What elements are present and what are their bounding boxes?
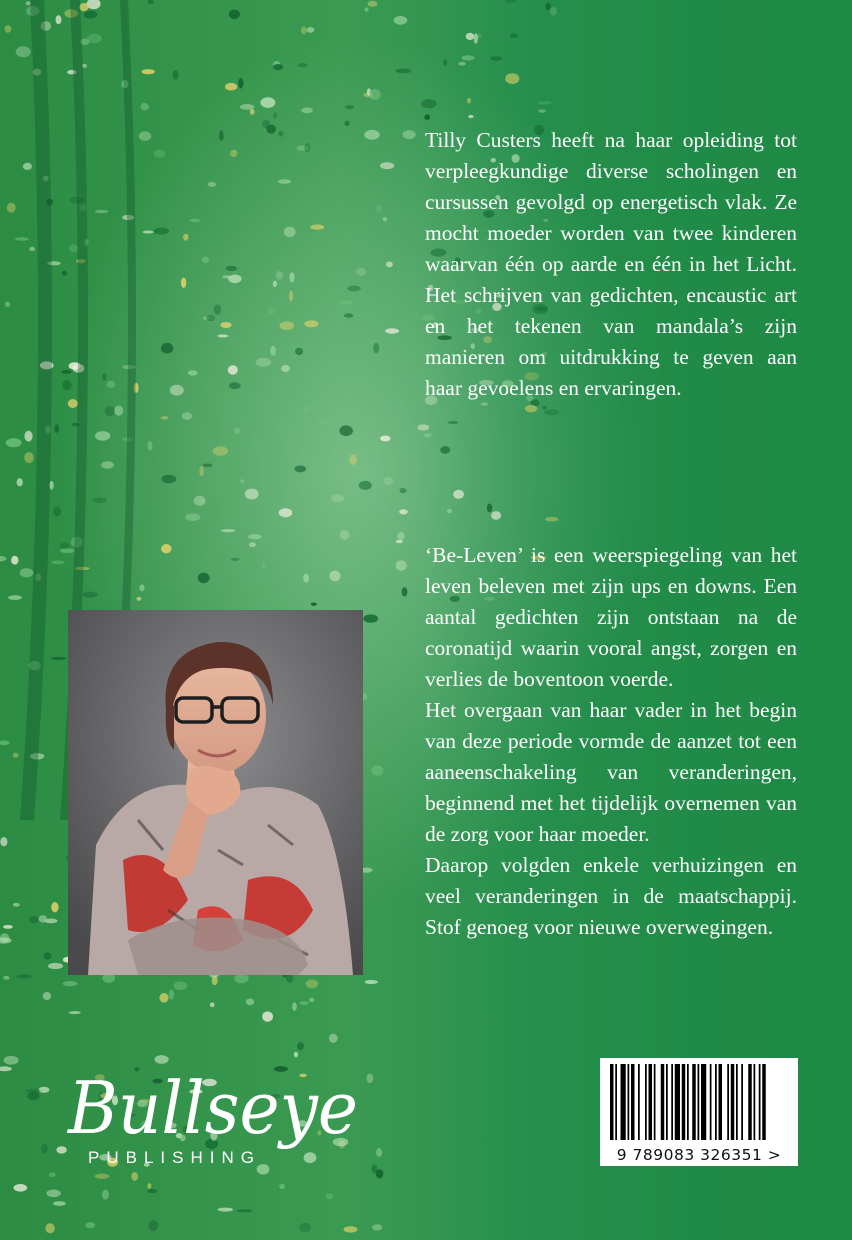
isbn-number: 9 789083 326351 >	[616, 1146, 782, 1164]
blurb-paragraph: ‘Be-Leven’ is een weerspiegeling van het leven beleven met zijn ups en downs. Een aantal gedichten zijn ontstaan na de coronatijd waarin vooral angst, zorgen en verlies de boventoon voerde.	[425, 543, 797, 691]
blurb-paragraph: Het overgaan van haar vader in het begin van deze periode vormde de aanzet tot een aaneenschakeling van veranderingen, beginnend met het tijdelijk overnemen van de zorg voor haar moeder.	[425, 698, 797, 846]
book-blurb	[425, 540, 797, 943]
author-portrait	[68, 610, 363, 975]
publisher-logo	[62, 1055, 372, 1175]
publisher-name: Bullseye	[66, 1066, 358, 1150]
author-bio-text: Tilly Custers heeft na haar opleiding tot verpleegkundige diverse scholingen en cursussen gevolgd op energetisch vlak. Ze mocht moeder worden van twee kinderen waarvan één op aarde en één in het Licht. Het schrijven van gedichten, encaustic art en het tekenen van mandala’s zijn manieren om uitdrukking te geven aan haar gevoelens en ervaringen.	[425, 128, 797, 400]
isbn-barcode	[600, 1058, 798, 1166]
blurb-paragraph: Daarop volgden enkele verhuizingen en veel veranderingen in de maatschappij. Stof genoeg voor nieuwe overwegingen.	[425, 853, 797, 939]
publisher-tagline: PUBLISHING	[88, 1148, 261, 1167]
author-bio	[425, 125, 797, 404]
